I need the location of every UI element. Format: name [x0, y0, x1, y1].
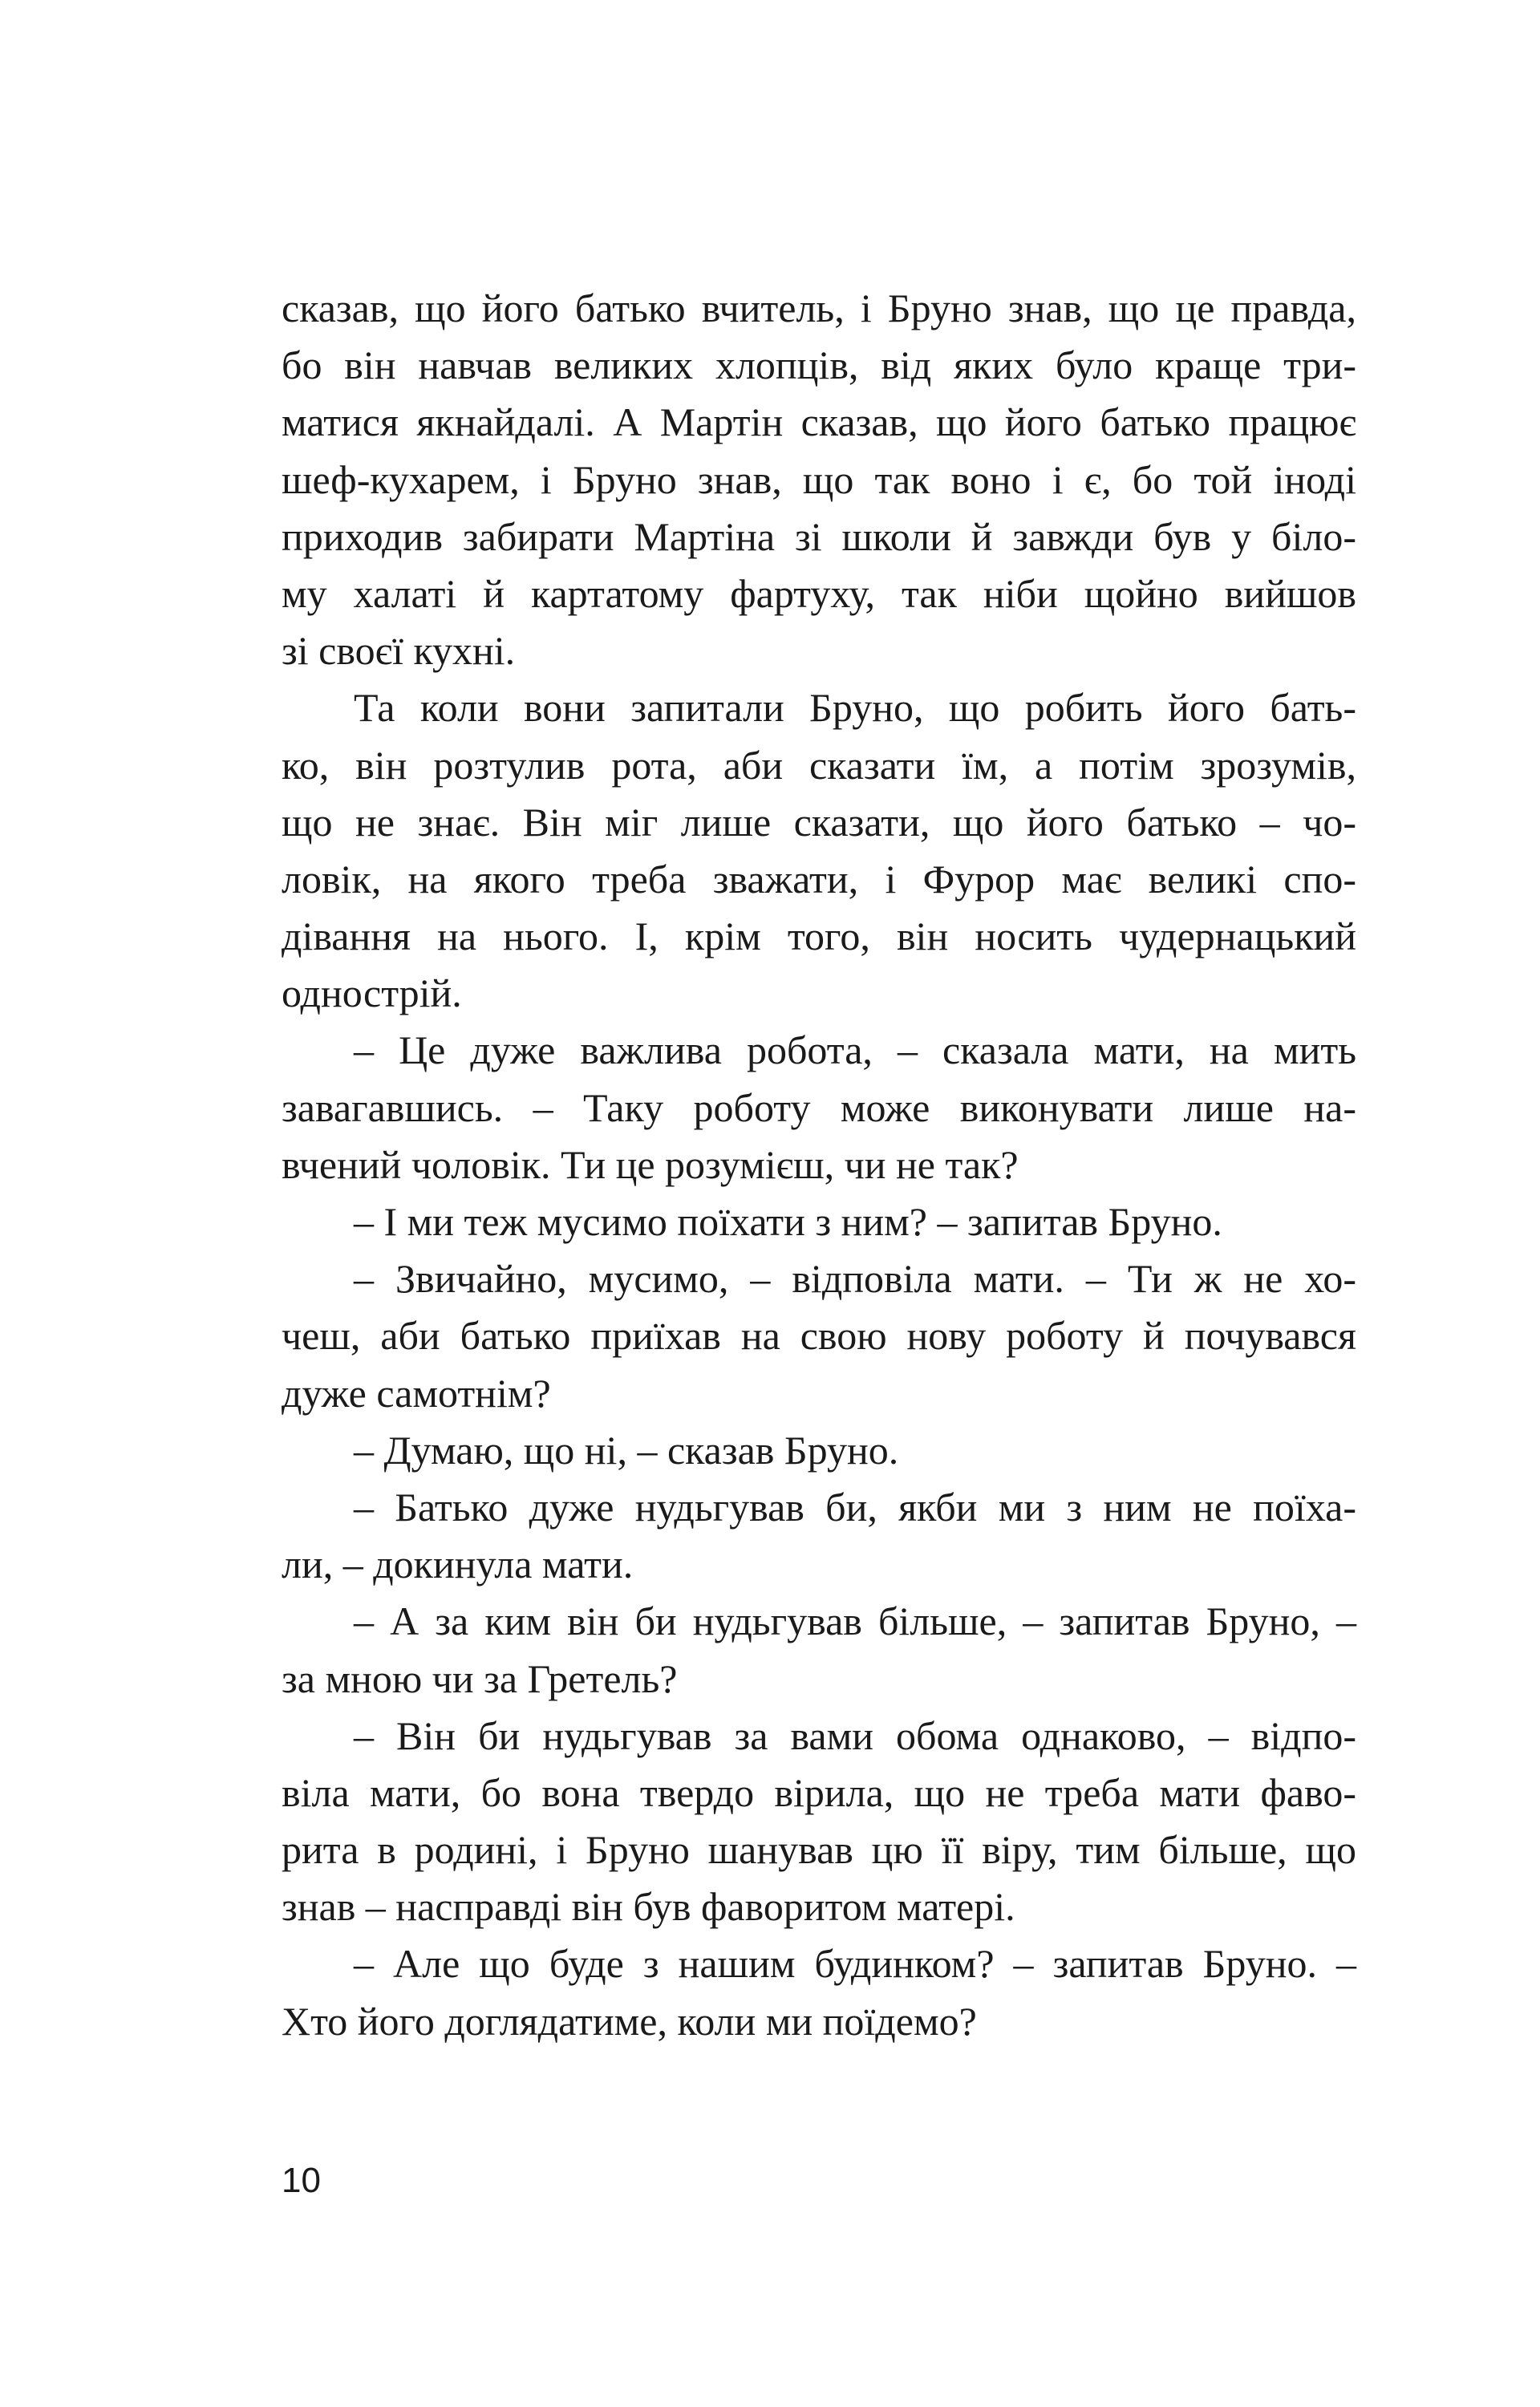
- paragraph: [282, 679, 1356, 1022]
- text-line: Та коли вони запитали Бруно, що робить його бать-: [354, 685, 1356, 731]
- text-line: – А за ким він би нудьгував більше, – запитав Бруно, –: [354, 1599, 1356, 1644]
- text-line: – Він би нудьгував за вами обома однаково, – відпо-: [354, 1712, 1356, 1758]
- paragraph: [282, 1593, 1356, 1707]
- paragraph: [282, 1250, 1356, 1422]
- text-line: ко, він розтулив рота, аби сказати їм, а потім зрозумів,: [282, 742, 1356, 788]
- paragraph: [282, 1479, 1356, 1593]
- text-line: вчений чоловік. Ти це розумієш, чи не так?: [282, 1141, 1019, 1187]
- text-line: дуже самотнім?: [282, 1370, 551, 1416]
- paragraph: [282, 1935, 1356, 2049]
- text-line: бо він навчав великих хлопців, від яких було краще три-: [282, 342, 1356, 388]
- book-page-text: [282, 280, 1356, 2050]
- text-line: матися якнайдалі. А Мартін сказав, що його батько працює: [282, 399, 1356, 445]
- text-line: – І ми теж мусимо поїхати з ним? – запитав Бруно.: [354, 1199, 1222, 1244]
- text-line: приходив забирати Мартіна зі школи й завжди був у біло-: [282, 513, 1356, 559]
- text-line: – Звичайно, мусимо, – відповіла мати. – Ти ж не хо-: [354, 1256, 1356, 1302]
- text-line: – Батько дуже нудьгував би, якби ми з ним не поїха-: [354, 1484, 1356, 1530]
- page-number: 10: [282, 2161, 321, 2200]
- text-line: сказав, що його батько вчитель, і Бруно знав, що це правда,: [282, 286, 1356, 330]
- text-line: однострій.: [282, 970, 462, 1016]
- text-line: ли, – докинула мати.: [282, 1542, 634, 1587]
- paragraph: [282, 280, 1356, 679]
- paragraph: [282, 1708, 1356, 1936]
- text-line: Хто його доглядатиме, коли ми поїдемо?: [282, 1998, 977, 2044]
- text-line: віла мати, бо вона твердо вірила, що не треба мати фаво-: [282, 1769, 1356, 1815]
- text-line: – Думаю, що ні, – сказав Бруно.: [354, 1427, 899, 1473]
- text-line: – Але що буде з нашим будинком? – запитав Бруно. –: [354, 1941, 1356, 1987]
- paragraph: [282, 1022, 1356, 1193]
- text-line: му халаті й картатому фартуху, так ніби щойно вийшов: [282, 570, 1356, 616]
- text-line: знав – насправді він був фаворитом матері.: [282, 1884, 1015, 1930]
- text-line: шеф-кухарем, і Бруно знав, що так воно і є, бо той іноді: [282, 456, 1356, 502]
- paragraph: [282, 1422, 1356, 1479]
- text-line: дівання на нього. І, крім того, він носить чудернацький: [282, 914, 1356, 959]
- text-line: – Це дуже важлива робота, – сказала мати, на мить: [354, 1027, 1356, 1073]
- text-line: завагавшись. – Таку роботу може виконувати лише на-: [282, 1084, 1356, 1130]
- text-line: за мною чи за Гретель?: [282, 1655, 678, 1701]
- text-line: чеш, аби батько приїхав на свою нову роботу й почувався: [282, 1313, 1356, 1359]
- text-line: ловік, на якого треба зважати, і Фурор має великі спо-: [282, 856, 1356, 902]
- text-line: зі своєї кухні.: [282, 628, 516, 674]
- text-line: рита в родині, і Бруно шанував цю її віру, тим більше, що: [282, 1827, 1356, 1873]
- text-line: що не знає. Він міг лише сказати, що його батько – чо-: [282, 799, 1356, 845]
- paragraph: [282, 1193, 1356, 1250]
